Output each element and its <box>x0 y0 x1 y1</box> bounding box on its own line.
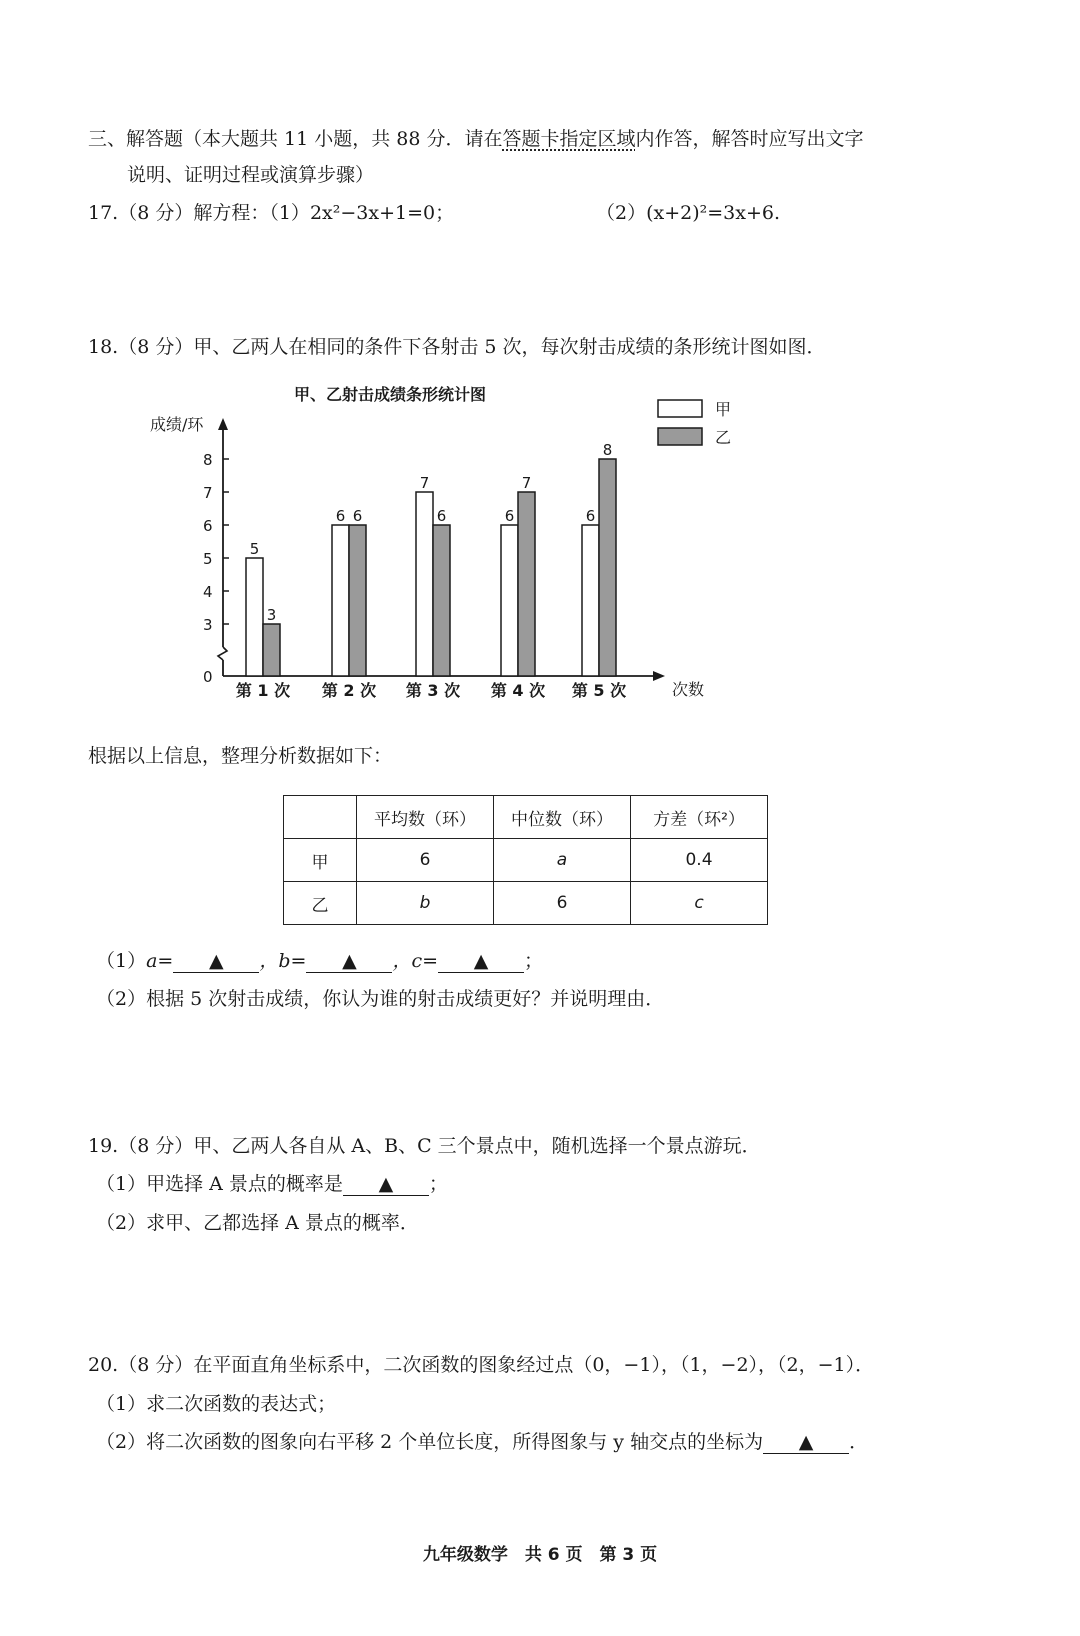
q18-part1 <box>96 948 543 974</box>
question-18: 18.（8 分）甲、乙两人在相同的条件下各射击 5 次，每次射击成绩的条形统计图如图． <box>88 336 826 358</box>
section-header <box>88 126 864 152</box>
chart-title: 甲、乙射击成绩条形统计图 <box>293 385 487 404</box>
chart-legend <box>658 400 731 447</box>
bar-value-label: 6 <box>352 507 363 525</box>
y-tick-label: 8 <box>203 451 213 469</box>
bar-value-label: 7 <box>419 474 430 492</box>
y-tick-label: 3 <box>203 616 213 634</box>
answer-blank-b[interactable]: ▲ <box>306 950 392 973</box>
y-tick-label: 0 <box>203 668 213 686</box>
q18-part2: （2）根据 5 次射击成绩，你认为谁的射击成绩更好？并说明理由． <box>96 988 665 1010</box>
q19-part1-end: ； <box>428 1173 448 1195</box>
answer-blank-a[interactable]: ▲ <box>173 950 259 973</box>
table-cell: 甲 <box>284 839 357 882</box>
section-header-line2: 说明、证明过程或演算步骤） <box>127 164 375 186</box>
legend-swatch <box>658 428 702 445</box>
q19-part1 <box>96 1171 448 1197</box>
x-tick-label: 第 1 次 <box>235 681 291 700</box>
bar-value-label: 8 <box>602 441 613 459</box>
bar-value-label: 6 <box>436 507 447 525</box>
answer-blank-c[interactable]: ▲ <box>438 950 524 973</box>
chart-x-label: 次数 <box>672 680 705 699</box>
answer-blank-q19[interactable]: ▲ <box>343 1173 429 1196</box>
table-row <box>284 882 768 925</box>
q17-part2-label: （2） <box>596 202 647 224</box>
x-tick-label: 第 3 次 <box>405 681 461 700</box>
q18-table-intro: 根据以上信息，整理分析数据如下： <box>88 745 393 767</box>
bar-yi <box>433 525 450 676</box>
table-cell: 6 <box>494 882 631 925</box>
section-header-post: 内作答，解答时应写出文字 <box>635 128 864 150</box>
q17-equation-1: 2x²−3x+1=0； <box>309 202 455 224</box>
bar-yi <box>599 459 616 676</box>
bar-value-label: 6 <box>504 507 515 525</box>
q18-a-label: a= <box>146 950 174 972</box>
bar-value-label: 6 <box>335 507 346 525</box>
q19-part2: （2）求甲、乙都选择 A 景点的概率． <box>96 1212 419 1234</box>
table-header-cell: 平均数（环） <box>357 796 494 839</box>
table-header-cell <box>284 796 357 839</box>
bar-value-label: 3 <box>266 606 277 624</box>
q18-c-label: ，c= <box>392 950 438 972</box>
x-tick-label: 第 4 次 <box>490 681 546 700</box>
y-axis-arrow <box>218 418 228 430</box>
section-header-pre: 三、解答题（本大题共 11 小题，共 88 分．请在 <box>88 128 503 150</box>
legend-swatch <box>658 400 702 417</box>
table-header-row <box>284 796 768 839</box>
x-tick-label: 第 2 次 <box>321 681 377 700</box>
chart-y-label: 成绩/环 <box>150 415 204 434</box>
bar-yi <box>349 525 366 676</box>
stats-table <box>283 795 768 925</box>
bar-yi <box>518 492 535 676</box>
table-cell: 0.4 <box>631 839 768 882</box>
bar-value-label: 7 <box>521 474 532 492</box>
y-tick-label: 7 <box>203 484 213 502</box>
q17-equation-2: (x+2)²=3x+6. <box>646 202 781 224</box>
bar-jia <box>582 525 599 676</box>
bar-jia <box>332 525 349 676</box>
q20-part2 <box>96 1429 868 1455</box>
question-17 <box>88 200 454 226</box>
q20-part2-end: ． <box>849 1431 869 1453</box>
table-row <box>284 839 768 882</box>
bar-jia <box>246 558 263 676</box>
table-cell: 6 <box>357 839 494 882</box>
q20-part2-text: （2）将二次函数的图象向右平移 2 个单位长度，所得图象与 y 轴交点的坐标为 <box>96 1431 764 1453</box>
answer-blank-q20[interactable]: ▲ <box>763 1431 849 1454</box>
q19-part1-text: （1）甲选择 A 景点的概率是 <box>96 1173 343 1195</box>
table-cell: a <box>494 839 631 882</box>
section-header-emph: 答题卡指定区域 <box>502 128 636 150</box>
y-tick-label: 6 <box>203 517 213 535</box>
q17-part2 <box>596 200 780 226</box>
q18-part1-end: ； <box>524 950 544 972</box>
table-cell: b <box>357 882 494 925</box>
q18-b-label: ，b= <box>259 950 307 972</box>
bar-value-label: 6 <box>585 507 596 525</box>
x-axis-arrow <box>653 671 665 681</box>
legend-label: 甲 <box>715 400 732 419</box>
table-header-cell: 中位数（环） <box>494 796 631 839</box>
question-20: 20.（8 分）在平面直角坐标系中，二次函数的图象经过点（0，−1），（1，−2），（2，−1）． <box>88 1354 875 1376</box>
page-footer: 九年级数学 共 6 页 第 3 页 <box>422 1545 658 1565</box>
bar-chart <box>150 378 750 708</box>
q17-stem: 17.（8 分）解方程：（1） <box>88 202 310 224</box>
bar-jia <box>416 492 433 676</box>
bar-jia <box>501 525 518 676</box>
table-cell: c <box>631 882 768 925</box>
bar-yi <box>263 624 280 676</box>
question-19: 19.（8 分）甲、乙两人各自从 A、B、C 三个景点中，随机选择一个景点游玩． <box>88 1135 761 1157</box>
table-header-cell: 方差（环²） <box>631 796 768 839</box>
chart-bars <box>236 441 626 700</box>
x-tick-label: 第 5 次 <box>571 681 627 700</box>
legend-label: 乙 <box>715 428 732 447</box>
axis-break-mark <box>218 647 227 660</box>
table-cell: 乙 <box>284 882 357 925</box>
q20-part1: （1）求二次函数的表达式； <box>96 1393 337 1415</box>
y-tick-label: 4 <box>203 583 213 601</box>
y-tick-label: 5 <box>203 550 213 568</box>
q18-part1-label: （1） <box>96 950 147 972</box>
bar-value-label: 5 <box>249 540 260 558</box>
